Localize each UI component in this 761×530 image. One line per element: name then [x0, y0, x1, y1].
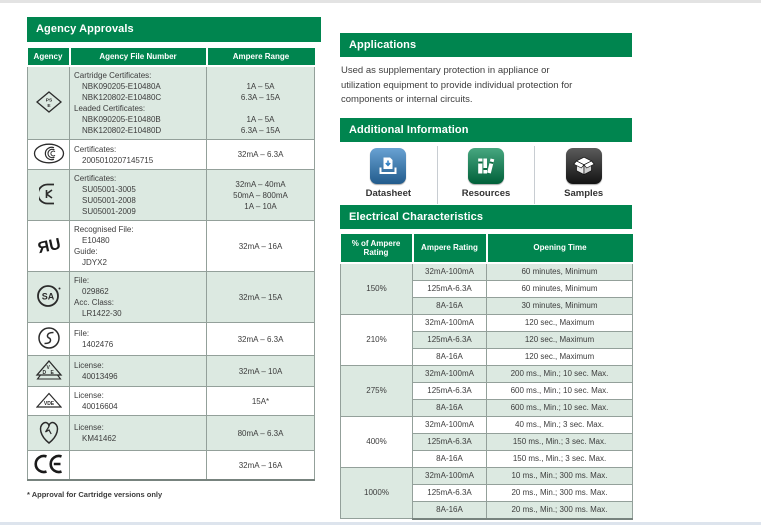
ampere-rating-cell: 8A-16A	[413, 501, 487, 519]
samples-link[interactable]	[534, 146, 632, 204]
electrical-table-row	[341, 467, 633, 484]
agency-table-header-row	[28, 48, 315, 66]
agency-table-row	[28, 387, 315, 416]
csa-icon	[28, 272, 70, 323]
column-header-agency-file-number: Agency File Number	[70, 48, 207, 66]
link-label: Resources	[461, 187, 511, 199]
agency-file-number-cell: Certificates: 2005010207145715	[70, 140, 207, 170]
ampere-rating-cell: 125mA-6.3A	[413, 280, 487, 297]
agency-file-number-cell	[70, 451, 207, 481]
applications-text-line: Used as supplementary protection in appliance or	[341, 65, 550, 76]
ampere-rating-cell: 8A-16A	[413, 348, 487, 365]
percent-of-ampere-rating-cell: 400%	[341, 416, 413, 467]
agency-file-number-cell: Cartridge Certificates: NBK090205-E10480A NBK120802-E10480C Leaded Certificates: NBK090205-E10480B NBK120802-E10480D	[70, 66, 207, 140]
opening-time-cell: 30 minutes, Minimum	[487, 297, 633, 314]
opening-time-cell: 20 ms., Min.; 300 ms. Max.	[487, 484, 633, 501]
ce-icon	[28, 451, 70, 481]
link-label: Datasheet	[365, 187, 412, 199]
agency-approvals-table	[27, 48, 315, 481]
column-header-agency: Agency	[28, 48, 70, 66]
agency-table-row	[28, 170, 315, 221]
ampere-rating-cell: 32mA-100mA	[413, 416, 487, 433]
section-title: Additional Information	[349, 123, 469, 136]
agency-table-row	[28, 416, 315, 451]
opening-time-cell: 200 ms., Min.; 10 sec. Max.	[487, 365, 633, 382]
pse-icon	[28, 66, 70, 140]
svg-text:VDE: VDE	[43, 400, 54, 407]
agency-file-number-cell: File: 029862 Acc. Class: LR1422-30	[70, 272, 207, 323]
samples-icon	[566, 148, 602, 184]
agency-table-row	[28, 140, 315, 170]
agency-file-number-cell: Recognised File: E10480 Guide: JDYX2	[70, 221, 207, 272]
section-title: Electrical Characteristics	[349, 210, 484, 223]
agency-table-row	[28, 221, 315, 272]
agency-approvals-section	[27, 17, 321, 499]
ampere-range-cell: 15A*	[207, 387, 315, 416]
opening-time-cell: 120 sec., Maximum	[487, 348, 633, 365]
applications-text	[341, 64, 632, 108]
opening-time-cell: 150 ms., Min.; 3 sec. Max.	[487, 450, 633, 467]
electrical-characteristics-table	[340, 234, 633, 520]
agency-table-row	[28, 66, 315, 140]
resources-icon	[468, 148, 504, 184]
svg-text:PS: PS	[45, 98, 52, 104]
percent-of-ampere-rating-cell: 275%	[341, 365, 413, 416]
svg-text:V: V	[46, 365, 50, 371]
applications-text-line: utilization equipment to provide individual protection for	[341, 79, 573, 91]
top-border	[0, 0, 761, 3]
column-header-opening-time: Opening Time	[487, 234, 633, 263]
electrical-table-row	[341, 365, 633, 382]
ampere-rating-cell: 32mA-100mA	[413, 314, 487, 331]
svg-text:E: E	[50, 369, 54, 376]
agency-file-number-cell: File: 1402476	[70, 323, 207, 356]
svg-text:ЯU: ЯU	[35, 235, 62, 257]
kema-keur-icon	[28, 416, 70, 451]
ampere-rating-cell: 8A-16A	[413, 450, 487, 467]
electrical-table-row	[341, 314, 633, 331]
ampere-range-cell: 32mA – 40mA 50mA – 800mA 1A – 10A	[207, 170, 315, 221]
datasheet-link[interactable]	[340, 146, 437, 204]
ampere-rating-cell: 125mA-6.3A	[413, 382, 487, 399]
svg-text:E: E	[46, 104, 51, 109]
ampere-range-cell: 1A – 5A 6.3A – 15A 1A – 5A 6.3A – 15A	[207, 66, 315, 140]
section-header-additional-information	[340, 118, 632, 142]
ul-icon	[28, 221, 70, 272]
percent-of-ampere-rating-cell: 210%	[341, 314, 413, 365]
electrical-table-row	[341, 416, 633, 433]
agency-table-row	[28, 451, 315, 481]
opening-time-cell: 20 ms., Min.; 300 ms. Max.	[487, 501, 633, 519]
opening-time-cell: 60 minutes, Minimum	[487, 263, 633, 281]
vde-triangle-icon	[28, 356, 70, 387]
opening-time-cell: 60 minutes, Minimum	[487, 280, 633, 297]
agency-file-number-cell: Certificates: SU05001-3005 SU05001-2008 SU05001-2009	[70, 170, 207, 221]
column-header-percent-of-ampere-rating: % of Ampere Rating	[341, 234, 413, 263]
ccc-icon	[28, 140, 70, 170]
section-header-applications	[340, 33, 632, 57]
ampere-range-cell: 32mA – 10A	[207, 356, 315, 387]
column-header-ampere-range: Ampere Range	[207, 48, 315, 66]
agency-file-number-cell: License: 40013496	[70, 356, 207, 387]
ampere-rating-cell: 125mA-6.3A	[413, 484, 487, 501]
ampere-range-cell: 32mA – 16A	[207, 451, 315, 481]
agency-table-row	[28, 323, 315, 356]
svg-text:SA: SA	[41, 291, 54, 302]
column-header-ampere-rating: Ampere Rating	[413, 234, 487, 263]
opening-time-cell: 10 ms., Min.; 300 ms. Max.	[487, 467, 633, 484]
opening-time-cell: 120 sec., Maximum	[487, 331, 633, 348]
percent-of-ampere-rating-cell: 1000%	[341, 467, 413, 519]
datasheet-icon	[370, 148, 406, 184]
agency-table-row	[28, 272, 315, 323]
right-column	[340, 33, 632, 520]
ampere-rating-cell: 32mA-100mA	[413, 263, 487, 281]
agency-file-number-cell: License: 40016604	[70, 387, 207, 416]
section-header-agency-approvals	[27, 17, 321, 42]
ampere-range-cell: 32mA – 6.3A	[207, 323, 315, 356]
bottom-border	[0, 522, 761, 525]
opening-time-cell: 600 ms., Min.; 10 sec. Max.	[487, 399, 633, 416]
percent-of-ampere-rating-cell: 150%	[341, 263, 413, 315]
opening-time-cell: 40 ms., Min.; 3 sec. Max.	[487, 416, 633, 433]
svg-text:D: D	[42, 369, 46, 376]
kc-icon	[28, 170, 70, 221]
section-title: Applications	[349, 39, 417, 51]
ampere-rating-cell: 8A-16A	[413, 297, 487, 314]
agency-table-row	[28, 356, 315, 387]
ampere-range-cell: 80mA – 6.3A	[207, 416, 315, 451]
additional-information-links	[340, 146, 632, 204]
resources-link[interactable]	[437, 146, 535, 204]
agency-file-number-cell: License: KM41462	[70, 416, 207, 451]
section-header-electrical-characteristics	[340, 205, 632, 229]
electrical-table-header-row	[341, 234, 633, 263]
opening-time-cell: 600 ms., Min.; 10 sec. Max.	[487, 382, 633, 399]
electrical-table-row	[341, 263, 633, 281]
opening-time-cell: 120 sec., Maximum	[487, 314, 633, 331]
footnote: * Approval for Cartridge versions only	[27, 490, 163, 499]
ampere-rating-cell: 32mA-100mA	[413, 467, 487, 484]
ampere-range-cell: 32mA – 15A	[207, 272, 315, 323]
ampere-rating-cell: 8A-16A	[413, 399, 487, 416]
ampere-rating-cell: 32mA-100mA	[413, 365, 487, 382]
link-label: Samples	[564, 187, 604, 199]
ampere-range-cell: 32mA – 16A	[207, 221, 315, 272]
semko-icon	[28, 323, 70, 356]
opening-time-cell: 150 ms., Min.; 3 sec. Max.	[487, 433, 633, 450]
applications-text-line: components or internal circuits.	[341, 94, 473, 105]
ampere-rating-cell: 125mA-6.3A	[413, 433, 487, 450]
vde-icon	[28, 387, 70, 416]
ampere-range-cell: 32mA – 6.3A	[207, 140, 315, 170]
ampere-rating-cell: 125mA-6.3A	[413, 331, 487, 348]
section-title: Agency Approvals	[36, 23, 134, 35]
